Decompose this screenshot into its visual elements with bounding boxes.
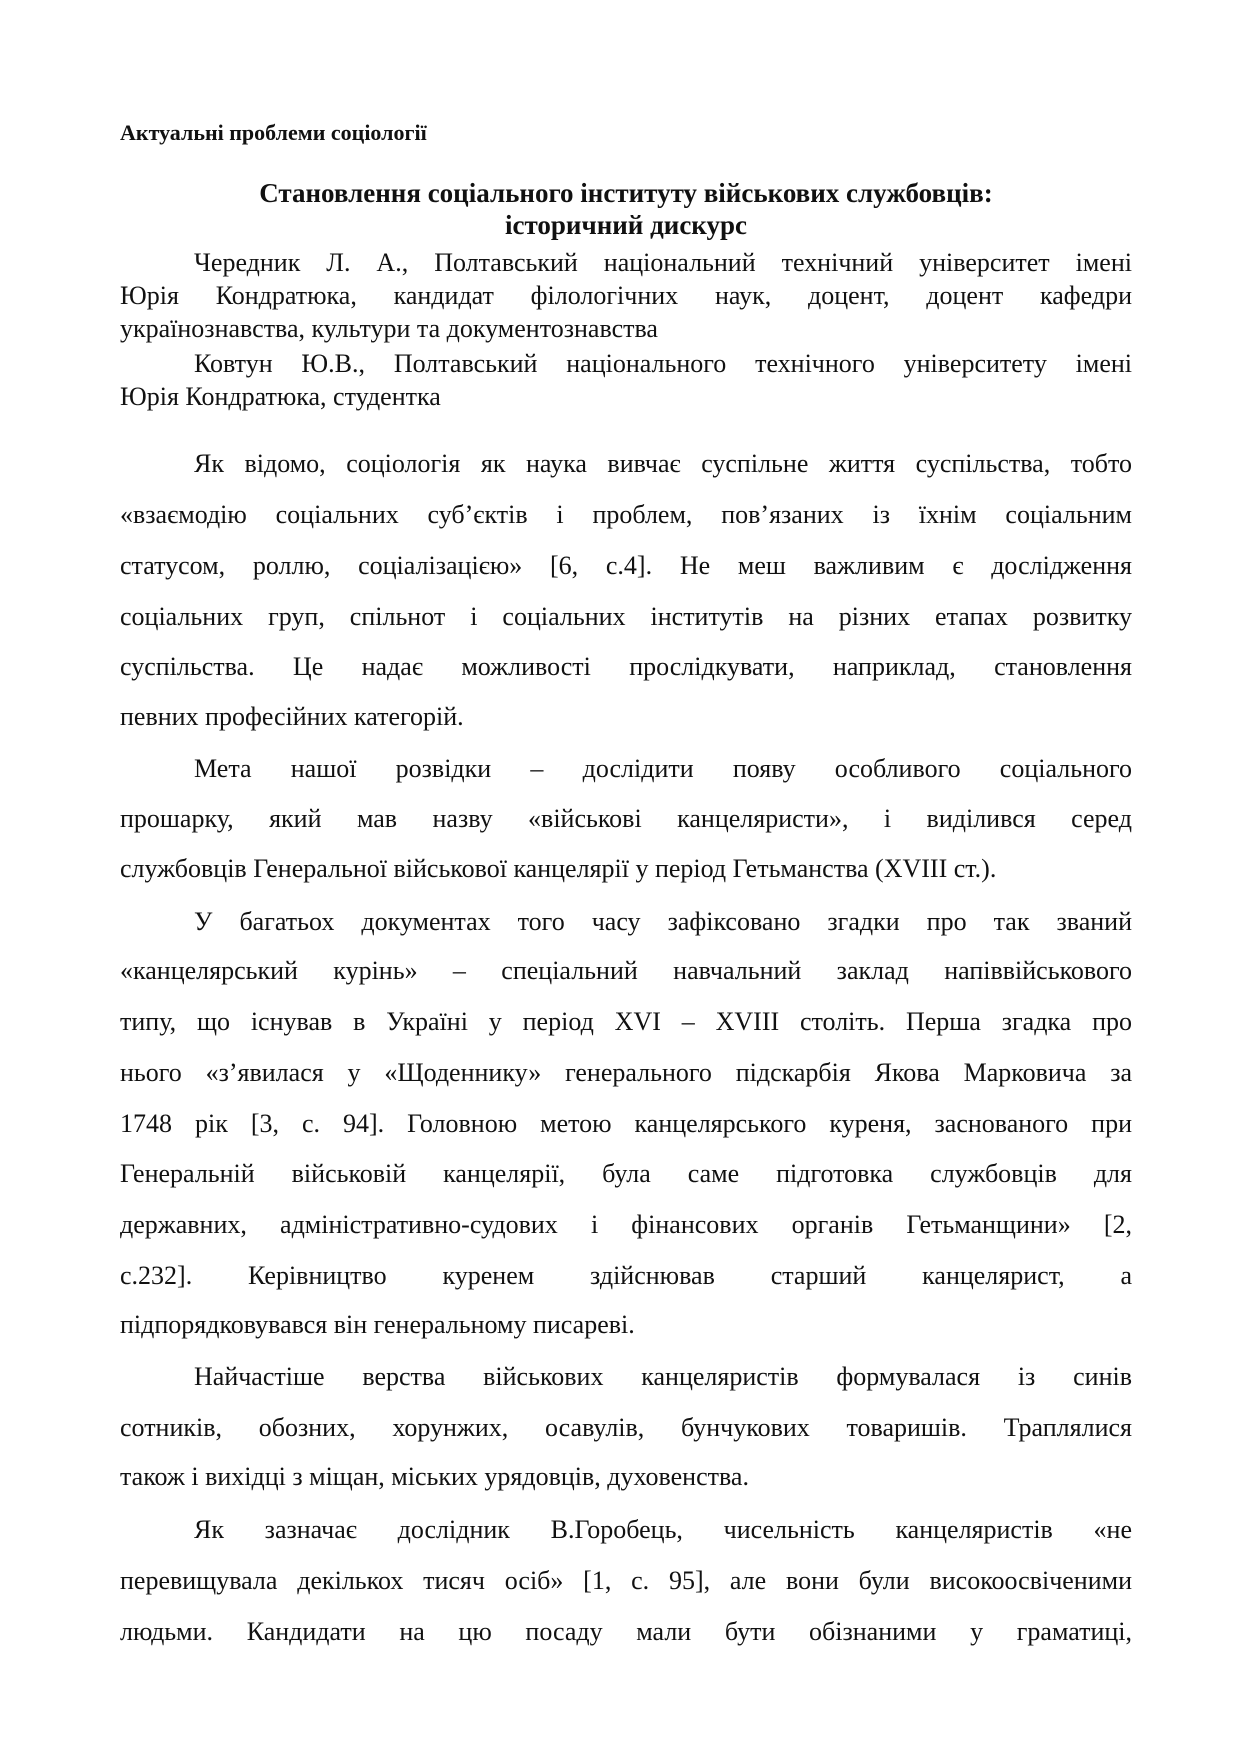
author-2-line: Ковтун Ю.В., Полтавський національного технічного університету імені: [194, 349, 1132, 378]
article-title-line-2: історичний дискурс: [505, 210, 747, 240]
paragraph-1-line: статусом, роллю, соціалізацією» [6, с.4]. Не меш важливим є дослідження: [120, 551, 1132, 580]
paragraph-3-line: 1748 рік [3, с. 94]. Головною метою канцелярського куреня, заснованого при: [120, 1109, 1132, 1138]
paragraph-5-line: перевищувала декількох тисяч осіб» [1, с. 95], але вони були високоосвіченими: [120, 1566, 1132, 1595]
paragraph-3-line: підпорядковувався він генеральному писареві.: [120, 1310, 635, 1339]
paragraph-5-line: Як зазначає дослідник В.Горобець, чисельність канцеляристів «не: [194, 1515, 1132, 1544]
paragraph-3-line: державних, адміністративно-судових і фінансових органів Гетьманщини» [2,: [120, 1210, 1132, 1239]
paragraph-3-line: нього «з’явилася у «Щоденнику» генерального підскарбія Якова Марковича за: [120, 1058, 1132, 1087]
paragraph-3-line: типу, що існував в Україні у період XVI – XVIII століть. Перша згадка про: [120, 1007, 1132, 1036]
paragraph-2-line: службовців Генеральної військової канцелярії у період Гетьманства (XVIII ст.).: [120, 854, 997, 883]
paragraph-1-line: соціальних груп, спільнот і соціальних інститутів на різних етапах розвитку: [120, 602, 1132, 631]
paragraph-1-line: «взаємодію соціальних суб’єктів і проблем, пов’язаних із їхнім соціальним: [120, 500, 1132, 529]
paragraph-3-line: У багатьох документах того часу зафіксовано згадки про так званий: [194, 907, 1132, 936]
author-1-line: Юрія Кондратюка, кандидат філологічних наук, доцент, доцент кафедри: [120, 281, 1132, 310]
article-title-line-1: Становлення соціального інституту військових службовців:: [259, 178, 993, 208]
paragraph-5-line: людьми. Кандидати на цю посаду мали бути обізнаними у граматиці,: [120, 1617, 1132, 1646]
paragraph-1-line: суспільства. Це надає можливості прослідкувати, наприклад, становлення: [120, 652, 1132, 681]
paragraph-1-line: Як відомо, соціологія як наука вивчає суспільне життя суспільства, тобто: [194, 449, 1132, 478]
paragraph-2-line: Мета нашої розвідки – дослідити появу особливого соціального: [194, 754, 1132, 783]
paragraph-4-line: сотників, обозних, хорунжих, осавулів, бунчукових товаришів. Траплялися: [120, 1413, 1132, 1442]
author-2-line: Юрія Кондратюка, студентка: [120, 382, 441, 411]
paragraph-2-line: прошарку, який мав назву «військові канцеляристи», і виділився серед: [120, 804, 1132, 833]
paragraph-4-line: також і вихідці з міщан, міських урядовців, духовенства.: [120, 1462, 749, 1491]
paragraph-3-line: Генеральній військовій канцелярії, була саме підготовка службовців для: [120, 1159, 1132, 1188]
author-1-line: Чередник Л. А., Полтавський національний технічний університет імені: [194, 248, 1132, 277]
paragraph-1-line: певних професійних категорій.: [120, 702, 464, 731]
paragraph-3-line: с.232]. Керівництво куренем здійснював старший канцелярист, а: [120, 1261, 1132, 1290]
author-1-line: українознавства, культури та документознавства: [120, 314, 658, 343]
paragraph-4-line: Найчастіше верства військових канцеляристів формувалася із синів: [194, 1362, 1132, 1391]
paragraph-3-line: «канцелярський курінь» – спеціальний навчальний заклад напіввійськового: [120, 956, 1132, 985]
running-header: Актуальні проблеми соціології: [120, 120, 427, 145]
